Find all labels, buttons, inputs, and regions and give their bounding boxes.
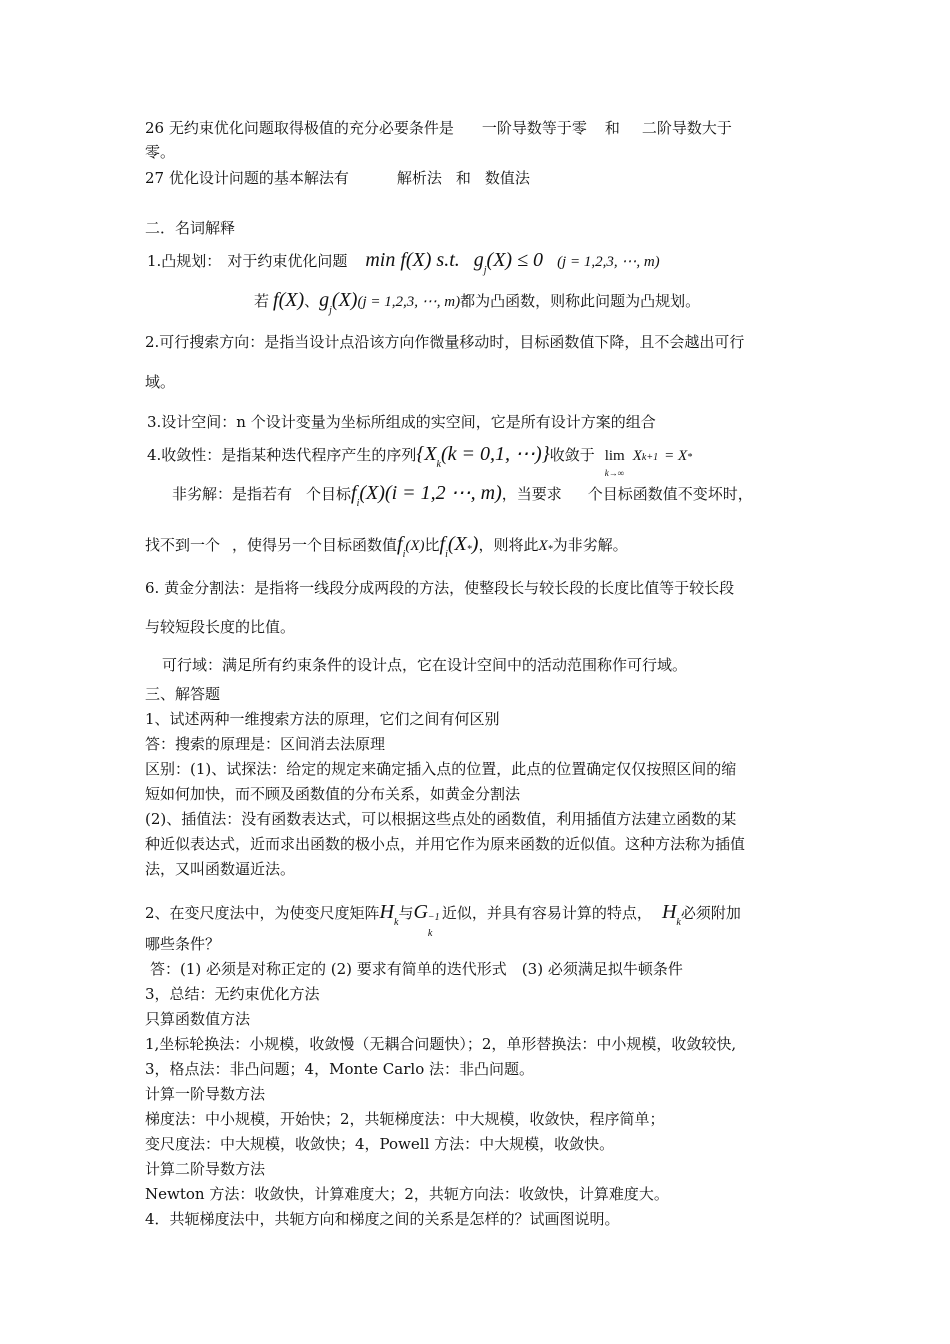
q26-text: 26 无约束优化问题取得极值的充分必要条件是	[145, 119, 454, 137]
nondominated-f: f	[351, 482, 357, 504]
difference-2: (2)、插值法：没有函数表达式，可以根据这些点处的函数值，利用插值方法建立函数的某	[145, 810, 737, 828]
first-order-line-1: 梯度法：中小规模，开始快；2，共轭梯度法：中大规模，收敛快，程序简单；	[145, 1110, 665, 1128]
convex-g2-sub: j	[329, 305, 332, 316]
section3-title: 三、解答题	[145, 685, 221, 703]
nondominated-f2-sub: i	[402, 549, 406, 560]
convergence-seq-2: (k = 0,1, ⋯)}	[441, 443, 550, 465]
question-1: 1、试述两种一维搜索方法的原理，它们之间有何区别	[145, 710, 500, 728]
convex-range-2: (j = 1,2,3, ⋯, m)	[357, 294, 461, 310]
answer-2: 答：(1) 必须是对称正定的 (2) 要求有简单的迭代形式 (3) 必须满足拟牛顿条件	[150, 960, 683, 978]
q26-line	[145, 118, 732, 138]
nondominated-xs-star: *	[547, 544, 553, 555]
convex-label: 1.凸规划：	[147, 252, 222, 270]
question-2-yu: 与	[398, 904, 414, 922]
nondominated-text-2c: ，则将此	[478, 536, 539, 554]
nondominated-f3-close: )	[471, 533, 479, 555]
convex-constraint: (X) ≤ 0	[486, 249, 544, 271]
q27-line	[145, 168, 530, 188]
only-fn-title: 只算函数值方法	[145, 1010, 251, 1028]
feasible-region: 可行域：满足所有约束条件的设计点，它在设计空间中的活动范围称作可行域。	[162, 656, 688, 674]
only-fn-line-2: 3，格点法：非凸问题；4，Monte Carlo 法：非凸问题。	[145, 1060, 534, 1078]
convergence-text: 4.收敛性：是指某种迭代程序产生的序列	[147, 446, 417, 464]
only-fn-line-1: 1,坐标轮换法：小规模，收敛慢（无耦合问题快）；2，单形替换法：中小规模，收敛较快,	[145, 1035, 737, 1053]
difference-1b: 短如何加快，而不顾及函数值的分布关系，如黄金分割法	[145, 785, 521, 803]
answer-1: 答：搜索的原理是：区间消去法原理	[145, 735, 386, 753]
q26-cont: 零。	[145, 143, 176, 161]
nondominated-f2x: (X)	[405, 538, 425, 554]
convergence-x: X	[632, 448, 642, 464]
nondominated-text-b: 个目标	[306, 485, 352, 503]
q26-answer-1: 一阶导数等于零	[481, 119, 587, 137]
nondominated-xs: X	[538, 538, 548, 554]
question-2-b: 近似，并具有容易计算的特点，	[441, 904, 652, 922]
matrix-h2: H	[661, 901, 677, 923]
first-order-line-2: 变尺度法：中大规模，收敛快；4，Powell 方法：中大规模，收敛快。	[145, 1135, 615, 1153]
question-4: 4．共轭梯度法中，共轭方向和梯度之间的关系是怎样的？试画图说明。	[145, 1210, 620, 1228]
convergence-text-2: 收敛于	[549, 446, 595, 464]
question-2-d: 哪些条件？	[145, 935, 221, 953]
convergence-x-sub: k+1	[641, 452, 659, 463]
difference-2c: 法，又叫函数逼近法。	[145, 860, 296, 878]
nondominated-f3-star: *	[466, 544, 472, 555]
golden-line-2: 与较短段长度的比值。	[145, 618, 296, 636]
convex-g2: g	[319, 289, 330, 311]
summary-title: 3，总结：无约束优化方法	[145, 985, 320, 1003]
convergence-lim-sub: k→∞	[604, 468, 625, 478]
matrix-h2-sub: k	[676, 917, 681, 928]
convex-text: 对于约束优化问题	[227, 252, 348, 270]
nondominated-bi: 比	[424, 536, 440, 554]
second-order-line-1: Newton 方法：收敛快，计算难度大；2，共轭方向法：收敛快，计算难度大。	[145, 1185, 669, 1203]
convex-tail: 都为凸函数，则称此问题为凸规划。	[460, 292, 701, 310]
nondominated-text-c: ，当要求	[501, 485, 562, 503]
nondominated-range: (i = 1,2 ⋯, m)	[384, 482, 502, 504]
convergence-eq: = X	[664, 448, 688, 464]
nondominated-text-d: 个目标函数值不变坏时，	[587, 485, 753, 503]
feasible-dir-line-1: 2.可行搜索方向：是指当设计点沿该方向作微量移动时，目标函数值下降，且不会越出可行	[145, 333, 745, 351]
q27-answer-2: 数值法	[484, 169, 530, 187]
nondominated-f2: f	[397, 533, 403, 555]
convex-g-sub: j	[483, 265, 487, 276]
convex-line-1	[147, 250, 660, 274]
q27-answer-1: 解析法	[396, 169, 442, 187]
convex-ruo: 若	[254, 292, 270, 310]
question-2-c: 必须附加	[680, 904, 741, 922]
q26-answer-2: 二阶导数大于	[641, 119, 732, 137]
convex-objective: min f(X) s.t.	[365, 249, 460, 271]
convex-gx: (X)	[331, 289, 358, 311]
convergence-seq: {X	[416, 443, 437, 465]
matrix-g: G	[413, 901, 428, 923]
convex-range: (j = 1,2,3, ⋯, m)	[557, 254, 660, 270]
convex-dun: 、	[304, 292, 320, 310]
second-order-title: 计算二阶导数方法	[145, 1160, 266, 1178]
nondominated-f3: f	[439, 533, 446, 555]
q26-and: 和	[604, 119, 620, 137]
matrix-g-sup: −1	[427, 912, 440, 923]
nondominated-text-a: 非劣解：是指若有	[172, 485, 293, 503]
question-2-a: 2、在变尺度法中，为使变尺度矩阵	[145, 904, 380, 922]
convergence-lim: lim k→∞	[605, 445, 625, 466]
convex-line-2	[254, 290, 700, 314]
nondominated-f3-sub: i	[445, 549, 448, 560]
nondominated-f-sub: i	[356, 498, 360, 509]
matrix-h: H	[379, 901, 394, 923]
nondominated-text-2a: 找不到一个	[145, 536, 221, 554]
nondominated-text-2b: ，使得另一个目标函数值	[232, 536, 398, 554]
question-2-line	[145, 901, 741, 939]
convex-g: g	[473, 249, 484, 271]
matrix-g-sub: k	[427, 928, 433, 939]
q27-and: 和	[455, 169, 471, 187]
difference-2b: 种近似表达式，近而求出函数的极小点，并用它作为原来函数的近似值。这种方法称为插值	[145, 835, 746, 853]
first-order-title: 计算一阶导数方法	[145, 1085, 266, 1103]
convex-fx: f(X)	[273, 289, 305, 311]
nondominated-line-2	[145, 534, 628, 558]
convergence-seq-sub: k	[436, 459, 441, 470]
q27-text: 27 优化设计问题的基本解法有	[145, 169, 349, 187]
design-space: 3.设计空间：n 个设计变量为坐标所组成的实空间，它是所有设计方案的组合	[147, 413, 656, 431]
feasible-dir-line-2: 域。	[145, 373, 176, 391]
section2-title: 二．名词解释	[145, 219, 236, 237]
convergence-star: *	[687, 452, 693, 463]
golden-line-1: 6. 黄金分割法：是指将一线段分成两段的方法，使整段长与较长段的长度比值等于较长段	[145, 579, 735, 597]
nondominated-line-1	[172, 483, 753, 507]
nondominated-text-2d: 为非劣解。	[552, 536, 628, 554]
matrix-h-sub: k	[394, 917, 399, 928]
nondominated-f3x: (X	[447, 533, 467, 555]
convergence-line	[147, 443, 693, 478]
difference-1: 区别：(1)、试探法：给定的规定来确定插入点的位置，此点的位置确定仅仅按照区间的缩	[145, 760, 737, 778]
nondominated-fx: (X)	[359, 482, 385, 504]
